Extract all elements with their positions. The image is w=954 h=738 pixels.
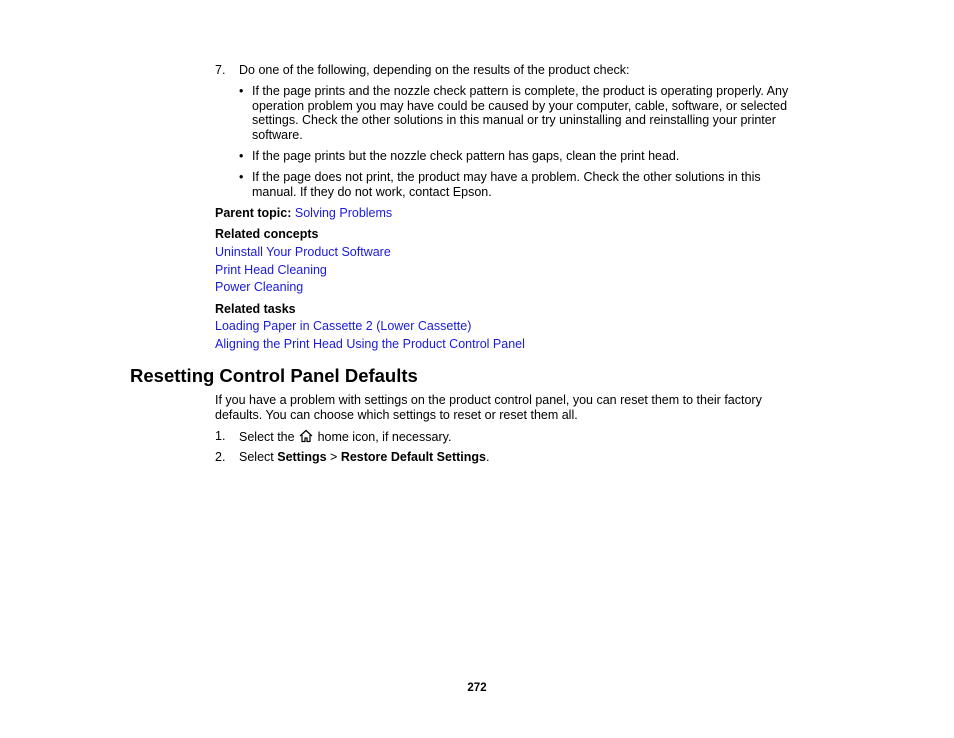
bullet-marker: • [239, 149, 244, 163]
parent-topic-link[interactable]: Solving Problems [294, 206, 393, 220]
parent-topic [215, 206, 392, 221]
step-2-separator: > [330, 450, 338, 464]
bullet-marker: • [239, 84, 244, 98]
related-concept-link-power-cleaning[interactable]: Power Cleaning [215, 280, 304, 294]
section-title: Resetting Control Panel Defaults [130, 365, 418, 386]
bullet-3-line-2: manual. If they do not work, contact Epson. [252, 184, 492, 199]
bullet-item-2: If the page prints but the nozzle check pattern has gaps, clean the print head. [252, 149, 680, 163]
bullet-item-3 [252, 170, 761, 199]
related-task-link-loading-paper[interactable]: Loading Paper in Cassette 2 (Lower Cassette) [215, 319, 472, 333]
section-intro [215, 393, 762, 422]
intro-line-2: defaults. You can choose which settings to reset or reset them all. [215, 407, 578, 422]
parent-topic-label: Parent topic: [215, 206, 292, 220]
step-7-text: Do one of the following, depending on the results of the product check: [239, 63, 630, 77]
page-number: 272 [467, 682, 487, 694]
related-task-link-aligning-print-head[interactable]: Aligning the Print Head Using the Product Control Panel [215, 337, 525, 351]
step-1-before: Select the [239, 430, 295, 444]
step-1-number: 1. [215, 429, 226, 443]
bullet-marker: • [239, 170, 244, 184]
related-tasks-heading: Related tasks [215, 302, 296, 316]
step-2-select: Select [239, 450, 274, 464]
step-2-text [239, 450, 489, 465]
bullet-3-line-1: If the page does not print, the product may have a problem. Check the other solutions in this [252, 170, 761, 184]
intro-line-1: If you have a problem with settings on the product control panel, you can reset them to their factory [215, 393, 762, 407]
step-1-after: home icon, if necessary. [317, 430, 452, 444]
bullet-item-1 [252, 84, 788, 142]
related-concept-link-uninstall[interactable]: Uninstall Your Product Software [215, 245, 391, 259]
step-2-restore-default-settings: Restore Default Settings [340, 450, 486, 464]
step-1-text [239, 429, 451, 447]
step-2-period: . [486, 450, 490, 464]
related-concept-link-print-head-cleaning[interactable]: Print Head Cleaning [215, 263, 327, 277]
step-2-number: 2. [215, 450, 226, 464]
bullet-1-line-3: settings. Check the other solutions in this manual or try uninstalling and reinstalling your printer [252, 113, 776, 127]
home-icon [298, 429, 314, 447]
bullet-1-line-1: If the page prints and the nozzle check pattern is complete, the product is operating properly. Any [252, 84, 789, 98]
step-2-settings: Settings [277, 450, 327, 464]
related-concepts-heading: Related concepts [215, 227, 319, 241]
bullet-1-line-4: software. [252, 127, 303, 142]
step-7-number: 7. [215, 63, 226, 77]
bullet-1-line-2: operation problem you may have could be caused by your computer, cable, software, or selected [252, 98, 788, 113]
